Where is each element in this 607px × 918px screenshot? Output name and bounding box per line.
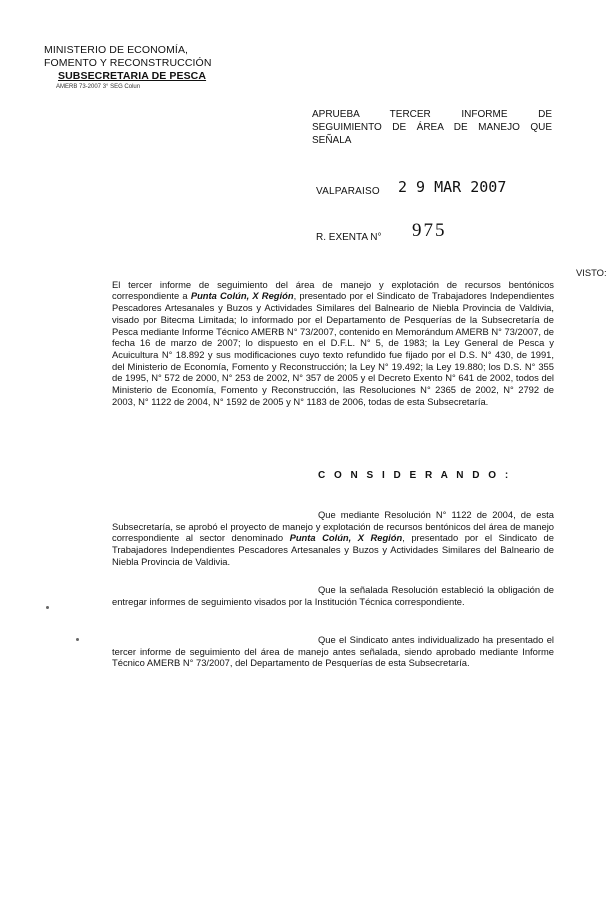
visto-text-2: , presentado por el Sindicato de Trabajadores Independientes Pescadores Artesanales y Buzos y Actividades Similares del Balneario de Niebla Provincia de Valdivia, visado por Bitecma Limitada; lo informado por el Departamento de Pesquerías de la Subsecretaría de Pesca mediante Informe Técnico AMERB N° 73/2007, contenido en Memorándum AMERB N° 73/2007, de fecha 16 de marzo de 2007; lo dispuesto en el D.F.L. N° 5, de 1983; la Ley General de Pesca y Acuicultura N° 18.892 y sus modificaciones cuyo texto refundido fue fijado por el D.S. N° 430, de 1991, del Ministerio de Economía, Fomento y Reconstrucción; la Ley N° 19.492; la Ley 19.880; los D.S. N° 355 de 1995, N° 572 de 2000, N° 253 de 2002, N° 357 de 2005 y el Decreto Exento N° 641 de 2002, todos del Ministerio de Economía, Fomento y Reconstrucción, las Resoluciones N° 2365 de 2002, N° 2792 de 2003, N° 1122 de 2004, N° 1592 de 2005 y N° 1183 de 2006, todas de esta Subsecretaría. <box>112 290 555 407</box>
considerando-paragraph-2: Que la señalada Resolución estableció la obligación de entregar informes de seguimiento visados por la Institución Técnica correspondiente. <box>112 584 554 607</box>
dateline-date-stamp: 2 9 MAR 2007 <box>398 178 507 196</box>
file-reference: AMERB 73-2007 3° SEG Colun <box>56 84 141 90</box>
resolution-number-row <box>316 220 516 244</box>
visto-lead: VISTO: <box>576 267 607 278</box>
scan-speck <box>46 606 49 609</box>
exenta-label: R. EXENTA N° <box>316 232 382 243</box>
considerando-1-text-2: , presentado por el Sindicato de Trabajadores Independientes Pescadores Artesanales y Buzos y Actividades Similares del Balneario de Niebla Provincia de Valdivia. <box>112 532 554 567</box>
scan-speck <box>76 638 79 641</box>
visto-place: Punta Colún, X Región <box>190 290 294 302</box>
considerando-1-text-1: Que mediante Resolución N° 1122 de 2004, de esta Subsecretaría, se aprobó el proyecto de manejo y explotación de recursos bentónicos del área de manejo correspondiente al sector denominado <box>112 509 554 544</box>
ministry-name: MINISTERIO DE ECONOMÍA, <box>44 44 189 56</box>
exenta-number: 975 <box>412 220 447 241</box>
visto-paragraph <box>112 267 607 407</box>
letterhead <box>44 44 234 91</box>
visto-text-1: El tercer informe de seguimiento del área de manejo y explotación de recursos bentónicos correspondiente a <box>112 278 554 302</box>
considerando-1-place: Punta Colún, X Región <box>289 532 403 544</box>
considerando-paragraph-3: Que el Sindicato antes individualizado ha presentado el tercer informe de seguimiento del área de manejo antes señalada, siendo aprobado mediante Informe Técnico AMERB N° 73/2007, del Departamento de Pesquerías de esta Subsecretaría. <box>112 634 554 669</box>
considerando-paragraph-1 <box>112 509 554 568</box>
ministry-name-cont: FOMENTO Y RECONSTRUCCIÓN <box>44 57 212 69</box>
resolution-subject: APRUEBA TERCER INFORME DE SEGUIMIENTO DE ÁREA DE MANEJO QUE SEÑALA <box>312 109 552 146</box>
dateline-place: VALPARAISO <box>316 186 380 197</box>
considerando-heading: C O N S I D E R A N D O : <box>318 470 512 481</box>
subsecretaria-name: SUBSECRETARIA DE PESCA <box>58 70 207 82</box>
